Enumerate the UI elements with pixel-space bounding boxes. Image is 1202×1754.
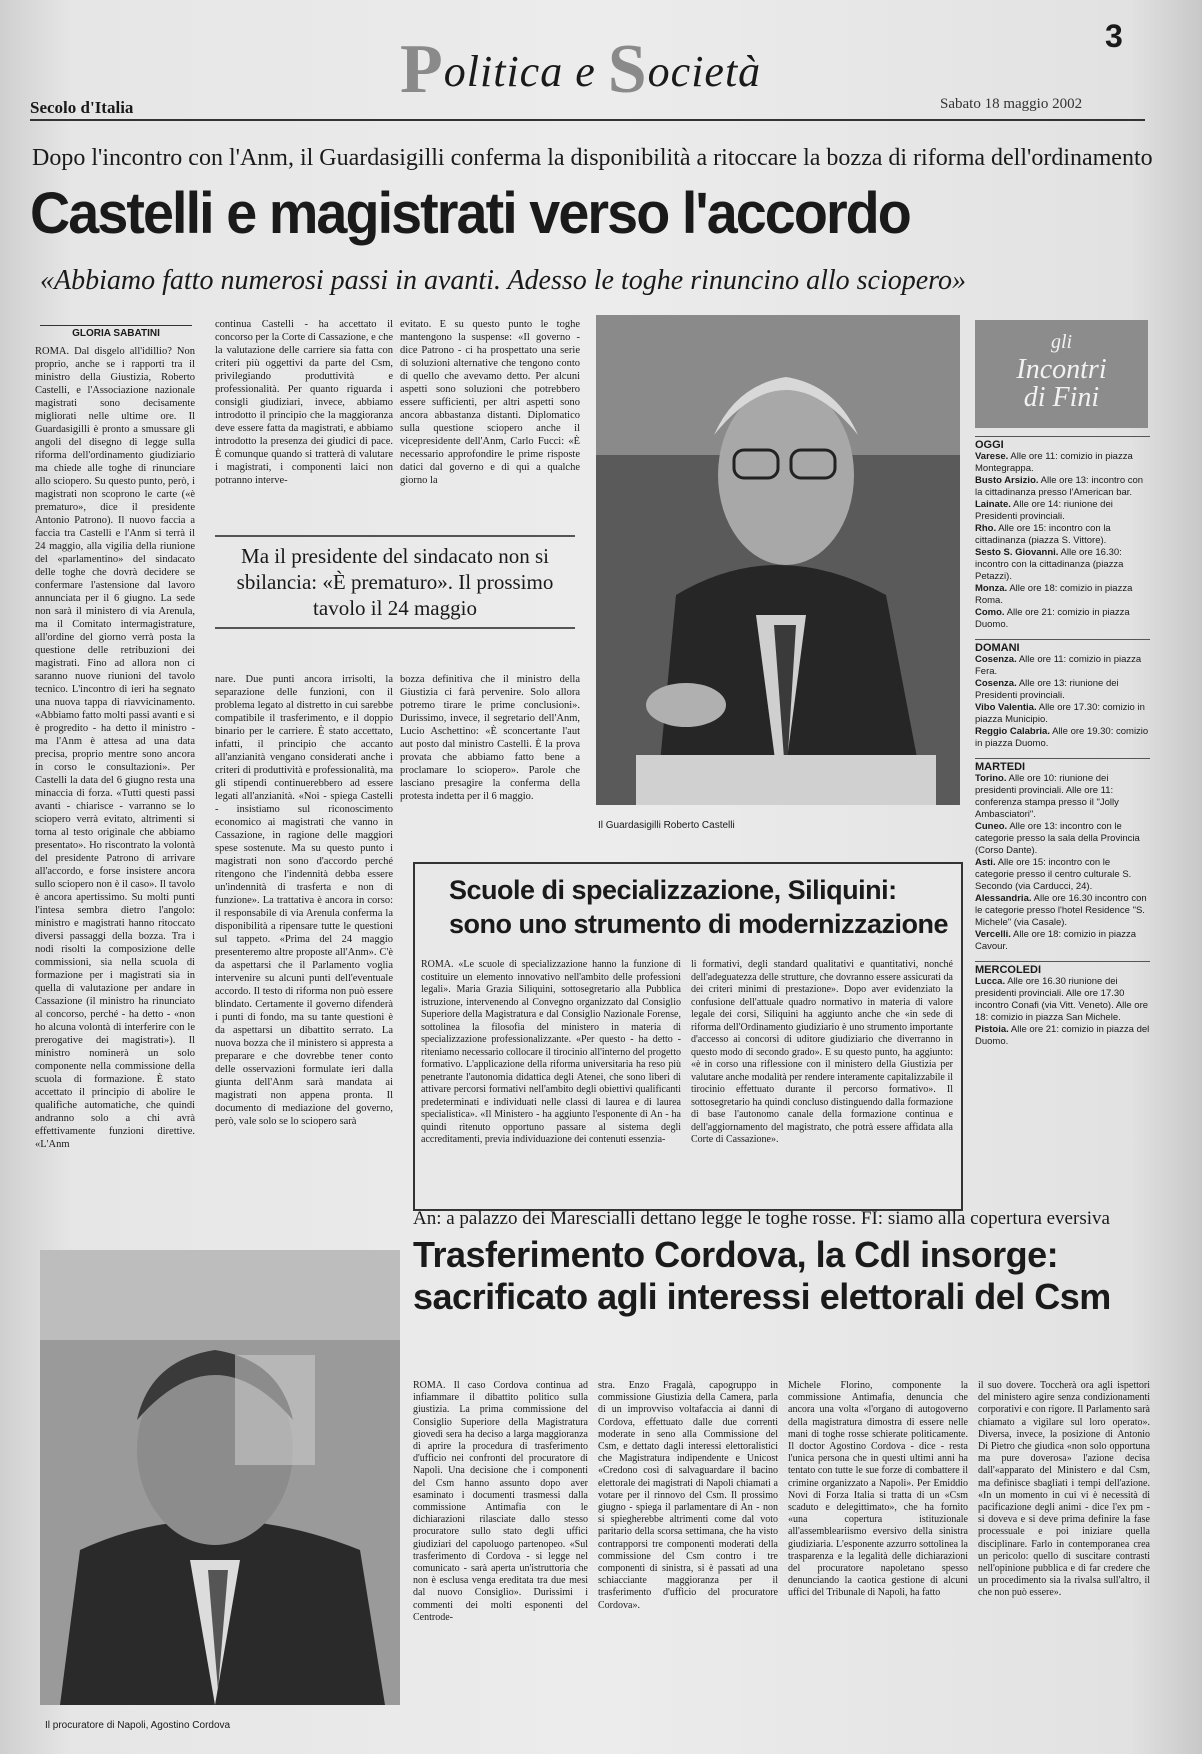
box-headline-line2: sono uno strumento di modernizzazione — [449, 909, 949, 939]
sidebar-event-text: Alle ore 13: incontro con la cittadinanza presso l'American bar. — [975, 475, 1144, 498]
sidebar-event-text: Alle ore 11: comizio in piazza Fera. — [975, 654, 1142, 677]
second-column-1: ROMA. Il caso Cordova continua ad infiammare il dibattito politico sulla giustizia. La prima commissione del Consiglio Superiore della Magistratura giovedì sera ha deciso a larga maggioranza di aprire la procedura di trasferimento d'ufficio nei confronti del procuratore di Napoli. Una decisione che i componenti del Csm hanno assunto dopo aver esaminato i documenti trasmessi dalla commissione Antimafia con le dichiarazioni rilasciate dallo stesso procuratore sullo stato degli uffici giudiziari del capoluogo partenopeo. «Sul trasferimento di Cordova - si legge nel comunicato - sarà aperta un'istruttoria che non è esclusa venga ereditata tra due mesi dal nuovo Consiglio». Durissimi i commenti dei molti esponenti del Centrode- — [413, 1380, 588, 1623]
second-kicker: An: a palazzo dei Marescialli dettano legge le toghe rosse. FI: siamo alla copertura eversiva — [413, 1208, 1110, 1229]
section-title-part1: olitica e — [443, 47, 608, 96]
sidebar-day-heading: MERCOLEDI — [975, 961, 1150, 976]
cordova-photo-caption: Il procuratore di Napoli, Agostino Cordova — [45, 1720, 231, 1731]
lead-column-5: bozza definitiva che il ministro della Giustizia ci farà pervenire. Solo allora potremo tirare le prime conclusioni». Durissimo, invece, il segretario dell'Anm, Lucio Aschettino: «È sconcertante l'aut aut posto dal ministro Castelli. È la prova provata che abbiamo fatto bene a proclamare lo sciopero». Parole che lasciano presagire la conferma della protesta indetta per il 6 maggio. — [400, 674, 580, 802]
sidebar-event-text: Alle ore 16.30: incontro con la cittadinanza (piazza Petazzi). — [975, 547, 1124, 582]
sidebar-event-place: Pistoia. — [975, 1024, 1009, 1035]
section-title-initial-s: S — [607, 31, 648, 108]
lead-column-3: evitato. E su questo punto le toghe mantengono la suspense: «Il governo - dice Patrono - ci ha prospettato una serie di soluzioni alternative che tengono conto di quello che avevamo detto. Per alcuni aspetti sono soluzioni che potrebbero essere sufficienti, per altri aspetti sono ancora abbastanza distanti. Diplomatico sulla questione sciopero anche il vicepresidente dell'Anm, Carlo Fucci: «È necessario approfondire le prime risposte datici dal governo e di qui a qualche giorno la — [400, 319, 580, 486]
siliquini-box — [413, 862, 963, 1211]
sidebar-event-place: Cosenza. — [975, 678, 1017, 689]
second-column-3: Michele Florino, componente la commissione Antimafia, denuncia che ancora una volta «l'organo di autogoverno della magistratura dimostra di essere nelle mani di toghe rosse schierate politicamente. Il doctor Agostino Cordova - dice - resta l'unica persona che in questi ultimi anni ha tentato con tutte le sue forze di combattere il crimine organizzato a Napoli». Per Emiddio Novi di Forza Italia si tratta di un «Csm scaduto e delegittimato», che ha fornito «una copertura istituzionale all'assembleariismo eversivo della sinistra giudiziaria. L'esponente azzurro sottolinea la trasparenza e la legalità delle dichiarazioni del procuratore napoletano spesso denunciando la caotica gestione di alcuni uffici del Tribunale di Napoli, ha fatto — [788, 1380, 968, 1599]
sidebar-event-text: Alle ore 18: comizio in piazza Cavour. — [975, 929, 1137, 952]
second-column-4: il suo dovere. Toccherà ora agli ispettori del ministero agire senza condizionamenti corporativi e con rigore. Il Parlamento sarà chiamato a vigilare sul loro operato». Diversa, invece, la posizione di Antonio Di Pietro che giudica «non solo opportuna ma pure doverosa» l'azione decisa dall'«apparato del Ministero e dal Csm, ma definisce sbagliati i tempi dell'azione. «In un momento in cui vi è necessità di pacificazione degli animi - dice l'ex pm - si doveva e si deve prima definire la fase processuale e poi iniziare quella disciplinare. Farlo in contemporanea crea un pericolo: quello di suscitare contrasti nell'opinione pubblica e di far credere che un procedimento sia la rivalsa sull'altro, il che non può essere». — [978, 1380, 1150, 1599]
sidebar-event-text: Alle ore 13: incontro con le categorie presso la sala della Provincia (Corso Dante). — [975, 821, 1140, 856]
second-headline-line2: sacrificato agli interessi elettorali del Csm — [413, 1276, 1111, 1317]
box-headline-line1: Scuole di specializzazione, Siliquini: — [449, 875, 897, 905]
sidebar-event — [975, 607, 1150, 631]
sidebar-event-place: Vibo Valentia. — [975, 702, 1037, 713]
sidebar-event — [975, 475, 1150, 499]
sidebar-event-text: Alle ore 17.30: comizio in piazza Municipio. — [975, 702, 1145, 725]
sidebar-event-text: Alle ore 16.30 incontro con le categorie presso l'hotel Residence "S. Michele" (via Casale). — [975, 893, 1147, 928]
section-title-initial-p: P — [400, 31, 444, 108]
box-column-1: ROMA. «Le scuole di specializzazione hanno la funzione di costituire un elemento innovativo nell'ambito delle professioni legali». Maria Grazia Siliquini, sottosegretario alla Pubblica istruzione, intervenendo al Convegno organizzato dal Consiglio Superiore della Magistratura e dal Consiglio Nazionale Forense, sottolinea la filosofia del ministero in materia di specializzazione professionalizzante. «Per questo - ha detto - riteniamo necessario collocare il tirocinio all'interno del progetto formativo. L'applicazione della riforma universitaria ha reso più penetrante l'autonomia didattica degli Atenei, che sono liberi di attivare percorsi formativi nell'ambito degli obiettivi qualificanti predeterminati e individuati nelle classi di laurea e di laurea specialistica». «Il Ministero - ha aggiunto l'esponente di An - ha quindi ritenuto opportuno passare al sistema degli accreditamenti, previa individuazione dei contenuti essenzia- — [421, 959, 681, 1145]
second-column-2: stra. Enzo Fragalà, capogruppo in commissione Giustizia della Camera, parla di un improvviso voltafaccia ai danni di Cordova, effettuato dalle due correnti moderate in seno alla Commissione del Csm, e dettato dagli interessi elettoralistici che Magistratura indipendente e Unicost «Credono così di salvaguardare il bacino elettorale dei magistrati di Napoli chiamati a votare per il rinnovo del Csm. Il prossimo giugno - spiega il parlamentare di An - non si spiegherebbe altrimenti come dal voto paritario della scorsa settimana, che ha visto contrapporsi tre componenti moderati della commissione del Csm contro i tre componenti di sinistra, si è passati ad una schiacciante maggioranza per il trasferimento d'ufficio del procuratore Cordova». — [598, 1380, 778, 1611]
lead-column-1: ROMA. Dal disgelo all'idillio? Non proprio, anche se i rapporti tra il ministro della Giustizia, Roberto Castelli, e l'Associazione nazionale magistrati sono decisamente migliorati nelle ultime ore. Il Guardasigilli è pronto a smussare gli angoli del disegno di legge sulla riforma dell'ordinamento giudiziario ma chiede alle toghe di rinunciare allo sciopero. Su questo punto, però, i magistrati non scoprono le carte («è prematuro», dice il presidente Antonio Patrono). Il nuovo faccia a faccia tra Castelli e l'Anm si terrà il 24 maggio, alla vigilia della riunione del «parlamentino» del sindacato delle toghe che dovrà decidere se confermare l'astensione dal lavoro annunciata per il 6 giugno. La sede non sarà il ministero di via Arenula, ma il Comitato intermagistrature, all'ordine del giorno verrà posta la questione delle retribuzioni dei magistrati. Fino ad allora non ci saranno nuove riunioni del tavolo tecnico. L'incontro di ieri ha segnato una nuova tappa di riavvicinamento. «Abbiamo fatto molti passi avanti e si è progredito - ha detto il ministro - ma l'Anm è attesa ad una data precisa, proprio mentre sono ancora in corso le consultazioni». Per Castelli la data del 6 giugno resta una minaccia di forza. «Tutti questi passi avanti - chiarisce - varranno se lo sciopero verrà evitato, altrimenti si torna al testo originale che abbiamo presentato». Ho riscontrato la volontà del presidente Patrono di arrivare all'accordo, e forse insistere ancora sullo sciopero non è il caso». Il tavolo è ancora apertissimo. Su molti punti l'intesa sembra dietro l'angolo: ministro e magistrati hanno ritoccato diversi passaggi della bozza. Tra i nodi risolti la composizione delle commissioni, sia nella scuola di formazione per i magistrati sia in quella di valutazione per andare in Cassazione (il ministro ha rinunciato al concorso, perché - ha detto - «non ho alcuna volontà di interferire con le prerogative dei magistrati»). Il ministro nominerà un solo componente nella commissione della scuola di formazione. È stato accettato il principio di abolire le qualifiche automatiche, che quindi andranno solo a chi avrà effettivamente funzioni direttive. «L'Anm — [35, 346, 195, 1150]
sidebar-event — [975, 726, 1150, 750]
sidebar-event — [975, 547, 1150, 583]
lead-column-4: nare. Due punti ancora irrisolti, la separazione delle funzioni, con il problema legato al distretto in cui sarebbe compatibile il trasferimento, e il doppio binario per le carriere. È stato accettato, infatti, il principio che accanto all'anzianità vengano considerati anche i criteri di produttività e professionalità, ma gli stipendi continuerebbero ad essere legati all'anzianità. «Noi - spiega Castelli - insistiamo sul riconoscimento economico ai magistrati che vanno in Cassazione, in ragione delle maggiori spese sostenute. Ma su questo punto i magistrati non sono d'accordo perché ritengono che l'indennità debba essere un'indennità di trasferta e non di funzione». La trattativa è ancora in corso: il responsabile di via Arenula conferma la disponibilità a ripensare tutte le questioni sul tappeto. «Prima del 24 maggio presenteremo altre proposte all'Anm». C'è da aspettarsi che il Parlamento voglia intervenire su alcuni punti dell'eventuale accordo. Il testo di riforma non può essere blindato. Certamente il governo difenderà i punti di fondo, ma su tante questioni è da aspettarsi un dibattito serrato. La nuova bozza che il ministero si appresta a preparare e che dovrebbe tener conto delle osservazioni formulate ieri dalla giunta dell'Anm sarà mandata ai magistrati non appena pronta. Il documento di mediazione del governo, però, vale solo se lo sciopero sarà — [215, 674, 393, 1127]
castelli-photo-art — [596, 315, 960, 805]
cordova-photo-art — [40, 1250, 400, 1705]
sidebar-event-place: Asti. — [975, 857, 996, 868]
sidebar-event-text: Alle ore 13: riunione dei Presidenti provinciali. — [975, 678, 1119, 701]
sidebar-event-place: Varese. — [975, 451, 1009, 462]
sidebar-event-place: Busto Arsizio. — [975, 475, 1039, 486]
sidebar-event-place: Alessandria. — [975, 893, 1032, 904]
pull-quote: Ma il presidente del sindacato non si sbilancia: «È prematuro». Il prossimo tavolo il 24 maggio — [215, 535, 575, 629]
sidebar-event — [975, 583, 1150, 607]
sidebar-days — [975, 436, 1150, 1048]
sidebar-event-place: Cosenza. — [975, 654, 1017, 665]
lead-kicker: Dopo l'incontro con l'Anm, il Guardasigilli conferma la disponibilità a ritoccare la bozza di riforma dell'ordinamento — [32, 145, 1153, 171]
sidebar-event-place: Monza. — [975, 583, 1008, 594]
lead-column-2: continua Castelli - ha accettato il concorso per la Corte di Cassazione, e che la valutazione delle carriere sia fatta con criteri più oggettivi da parte del Csm, privilegiando produttività e professionalità. Per quanto riguarda i consigli giudiziari, invece, abbiamo introdotto il principio che la maggioranza deve essere fatta da magistrati, e abbiamo introdotto la presenza dei giudici di pace. È comunque quando si tratterà di valutare i magistrati, i componenti laici non potranno interve- — [215, 319, 393, 486]
sidebar-event — [975, 523, 1150, 547]
sidebar-header-line2: Incontri — [1016, 354, 1107, 385]
sidebar-event-text: Alle ore 16.30 riunione dei presidenti provinciali. Alle ore 17.30 incontro Conafi (via Vitt. Veneto). Alle ore 18: comizio in piazza San Michele. — [975, 976, 1149, 1023]
sidebar-event-place: Torino. — [975, 773, 1007, 784]
sidebar-event-text: Alle ore 14: riunione dei Presidenti provinciali. — [975, 499, 1113, 522]
lead-subhead: «Abbiamo fatto numerosi passi in avanti. Adesso le toghe rinuncino allo sciopero» — [40, 265, 967, 296]
sidebar-header — [975, 320, 1148, 428]
sidebar-event-text: Alle ore 21: comizio in piazza del Duomo. — [975, 1024, 1150, 1047]
sidebar-event — [975, 893, 1150, 929]
sidebar-event-text: Alle ore 21: comizio in piazza Duomo. — [975, 607, 1130, 630]
byline: GLORIA SABATINI — [40, 325, 192, 339]
masthead: Secolo d'Italia — [30, 98, 134, 117]
header-rule — [30, 119, 1145, 121]
page-number: 3 — [1105, 18, 1123, 54]
sidebar-event-text: Alle ore 19.30: comizio in piazza Duomo. — [975, 726, 1149, 749]
sidebar-event — [975, 499, 1150, 523]
castelli-photo-caption: Il Guardasigilli Roberto Castelli — [598, 820, 735, 831]
cordova-photo — [40, 1250, 400, 1705]
section-title — [400, 30, 761, 110]
castelli-photo — [596, 315, 960, 805]
incontri-sidebar — [975, 320, 1150, 1048]
sidebar-header-line3: di Fini — [1023, 382, 1100, 413]
sidebar-event — [975, 773, 1150, 821]
sidebar-event — [975, 451, 1150, 475]
sidebar-event — [975, 976, 1150, 1024]
sidebar-event-place: Como. — [975, 607, 1005, 618]
sidebar-day-heading: MARTEDI — [975, 758, 1150, 773]
sidebar-event — [975, 857, 1150, 893]
sidebar-event — [975, 1024, 1150, 1048]
issue-date: Sabato 18 maggio 2002 — [940, 96, 1083, 112]
sidebar-event-text: Alle ore 15: incontro con le categorie presso il centro culturale S. Secondo (via Carducci, 24). — [975, 857, 1132, 892]
sidebar-day-heading: OGGI — [975, 436, 1150, 451]
sidebar-event-place: Sesto S. Giovanni. — [975, 547, 1059, 558]
sidebar-event-place: Lucca. — [975, 976, 1006, 987]
lead-headline: Castelli e magistrati verso l'accordo — [30, 181, 910, 246]
section-title-part2: ocietà — [647, 47, 762, 96]
sidebar-event — [975, 821, 1150, 857]
sidebar-event-text: Alle ore 15: incontro con la cittadinanza (piazza S. Vittore). — [975, 523, 1111, 546]
sidebar-event — [975, 929, 1150, 953]
second-headline — [413, 1234, 1111, 1318]
sidebar-event-place: Rho. — [975, 523, 997, 534]
sidebar-event-place: Cuneo. — [975, 821, 1008, 832]
second-headline-line1: Trasferimento Cordova, la Cdl insorge: — [413, 1234, 1059, 1275]
sidebar-day-heading: DOMANI — [975, 639, 1150, 654]
sidebar-event — [975, 678, 1150, 702]
sidebar-event-place: Lainate. — [975, 499, 1011, 510]
sidebar-event-place: Reggio Calabria. — [975, 726, 1050, 737]
sidebar-event — [975, 654, 1150, 678]
sidebar-event-text: Alle ore 11: comizio in piazza Montegrappa. — [975, 451, 1133, 474]
sidebar-event — [975, 702, 1150, 726]
sidebar-event-text: Alle ore 18: comizio in piazza Roma. — [975, 583, 1133, 606]
sidebar-header-line1: gli — [1050, 331, 1073, 353]
box-column-2: li formativi, degli standard qualitativi e quantitativi, nonché dell'adeguatezza delle strutture, che dovranno essere assicurati da dei criteri minimi di prestazione». Dopo aver evidenziato la confusione dell'attuale quadro normativo in materia di valore legale dei corsi, Siliquini ha aggiunto anche che «in sede di riforma dell'Ordinamento giudiziario è uno strumento importante d'accesso ai concorsi di uditore giudiziario che diverranno in questo modo di secondo grado». E su questo punto, ha aggiunto: «è in corso una riflessione con il ministero della Giustizia per valutare anche modalità per rendere interamente capitalizzabile il tirocinio effettuato durante il percorso formativo». Il sottosegretario ha quindi concluso distinguendo dalla formazione di base l'autonomo canale della formazione continua e dell'aggiornamento del magistrato, che potrà essere affidata alla Corte di Cassazione». — [691, 959, 953, 1145]
sidebar-event-place: Vercelli. — [975, 929, 1011, 940]
sidebar-event-text: Alle ore 10: riunione dei presidenti provinciali. Alle ore 11: conferenza stampa presso il "Jolly Ambasciatori". — [975, 773, 1119, 820]
